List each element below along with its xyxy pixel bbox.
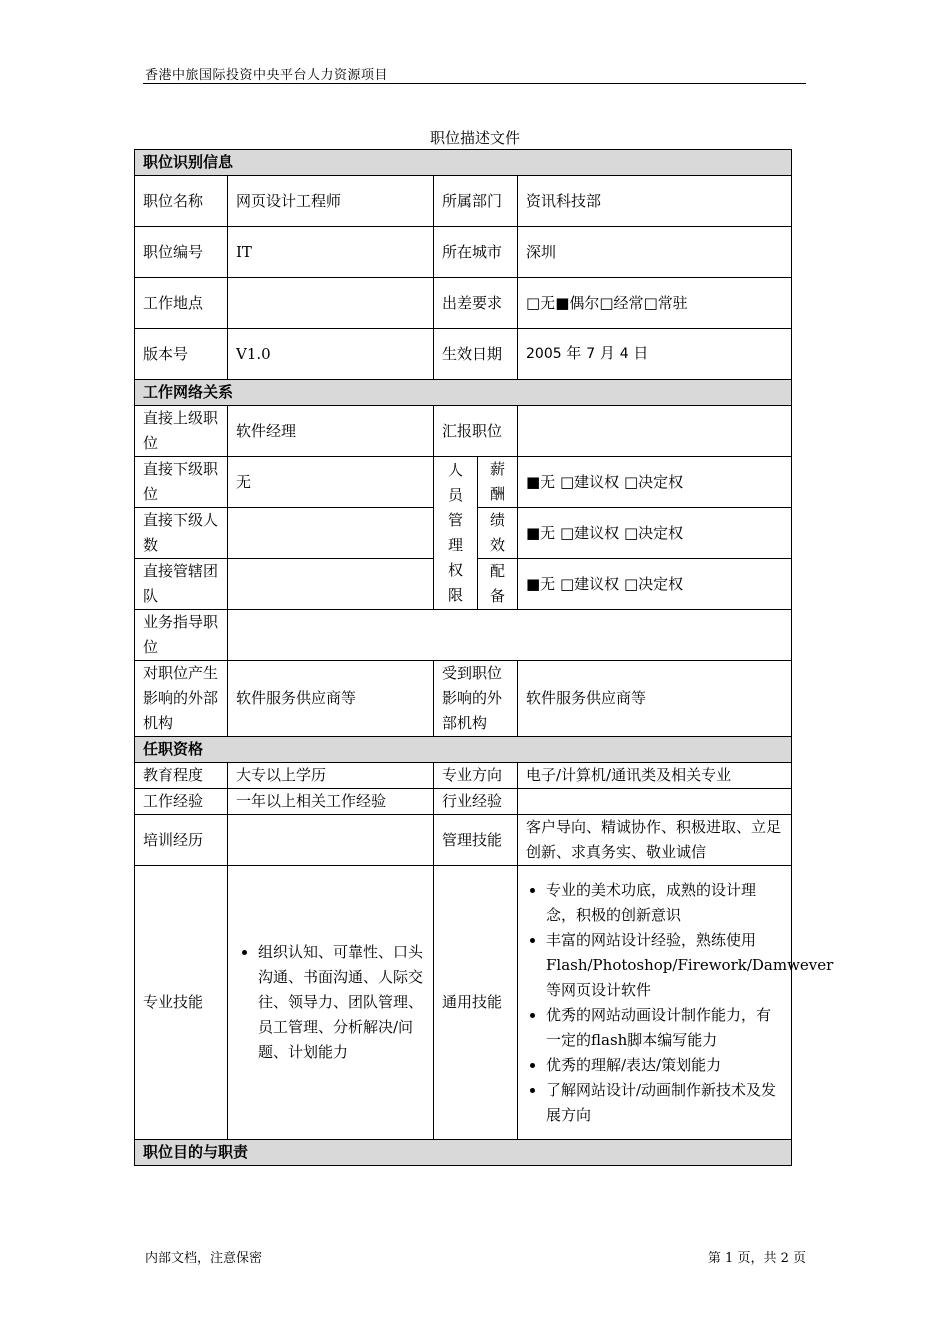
travel-option-occasional: ■偶尔 [555, 293, 600, 312]
effective-date-day: 4 [619, 346, 629, 362]
management-label: 管理技能 [434, 815, 518, 866]
general-value [518, 866, 834, 1140]
position-code-label: 职位编号 [135, 227, 228, 278]
authority-staffing-none: ■无 [526, 574, 556, 593]
training-label: 培训经历 [135, 815, 228, 866]
subordinate-label: 直接下级职位 [135, 457, 228, 508]
authority-salary-label [478, 457, 518, 508]
authority-salary-decide: □决定权 [623, 472, 684, 491]
list-item: • 了解网站设计/动画制作新技术及发展方向 [546, 1078, 785, 1128]
authority-performance-options [518, 508, 792, 559]
subordinate-value: 无 [228, 457, 434, 508]
education-label: 教育程度 [135, 763, 228, 789]
department-label: 所属部门 [434, 176, 518, 227]
travel-options [518, 278, 792, 329]
effective-date-value [518, 329, 792, 380]
authority-staffing-char-1: 配 [489, 562, 505, 580]
authority-salary-none: ■无 [526, 472, 556, 491]
authority-performance-suggest: □建议权 [559, 523, 620, 542]
travel-option-resident: □常驻 [643, 293, 688, 312]
education-value: 大专以上学历 [228, 763, 434, 789]
version-value: V1.0 [228, 329, 434, 380]
footer-confidential: 内部文档，注意保密 [145, 1251, 263, 1266]
authority-staffing-decide: □决定权 [623, 574, 684, 593]
major-label: 专业方向 [434, 763, 518, 789]
hr-authority-char-3: 管 [447, 511, 463, 529]
authority-staffing-options [518, 559, 792, 610]
city-value: 深圳 [518, 227, 792, 278]
training-value [228, 815, 434, 866]
authority-performance-none: ■无 [526, 523, 556, 542]
list-item: • 优秀的理解/表达/策划能力 [546, 1053, 785, 1078]
section-qualification: 任职资格 [135, 737, 792, 763]
section-network: 工作网络关系 [135, 380, 792, 406]
authority-performance-decide: □决定权 [623, 523, 684, 542]
version-label: 版本号 [135, 329, 228, 380]
experience-value: 一年以上相关工作经验 [228, 789, 434, 815]
hr-authority-char-5: 权 [447, 561, 463, 579]
effective-date-month: 7 [586, 346, 596, 362]
hr-authority-char-6: 限 [447, 586, 463, 604]
authority-salary-options [518, 457, 792, 508]
team-label: 直接管辖团队 [135, 559, 228, 610]
effective-date-year-unit: 年 [566, 344, 582, 362]
department-value: 资讯科技部 [518, 176, 792, 227]
travel-option-none: □无 [526, 293, 556, 312]
position-name-label: 职位名称 [135, 176, 228, 227]
external-affect-label: 对职位产生影响的外部机构 [135, 661, 228, 737]
header-divider [143, 83, 806, 84]
professional-label: 专业技能 [135, 866, 228, 1140]
city-label: 所在城市 [434, 227, 518, 278]
experience-label: 工作经验 [135, 789, 228, 815]
footer-page-info: 第 1 页，共 2 页 [707, 1251, 806, 1266]
external-affect-value: 软件服务供应商等 [228, 661, 434, 737]
list-item: • 优秀的网站动画设计制作能力，有一定的flash脚本编写能力 [546, 1003, 785, 1053]
business-guide-label: 业务指导职位 [135, 610, 228, 661]
authority-staffing-char-2: 备 [489, 587, 505, 605]
header-project-name: 香港中旅国际投资中央平台人力资源项目 [145, 68, 389, 83]
section-purpose: 职位目的与职责 [135, 1140, 792, 1166]
authority-staffing-label [478, 559, 518, 610]
position-code-value: IT [228, 227, 434, 278]
affected-by-value: 软件服务供应商等 [518, 661, 792, 737]
authority-performance-char-1: 绩 [489, 511, 505, 529]
travel-label: 出差要求 [434, 278, 518, 329]
hr-authority-char-2: 员 [447, 486, 463, 504]
professional-value [228, 866, 434, 1140]
report-value [518, 406, 792, 457]
authority-staffing-suggest: □建议权 [559, 574, 620, 593]
superior-value: 软件经理 [228, 406, 434, 457]
list-item: • 丰富的网站设计经验，熟练使用Flash/Photoshop/Firework/Damwever等网页设计软件 [546, 928, 785, 1003]
general-label: 通用技能 [434, 866, 518, 1140]
authority-performance-label [478, 508, 518, 559]
report-label: 汇报职位 [434, 406, 518, 457]
travel-option-often: □经常 [599, 293, 644, 312]
authority-salary-char-2: 酬 [489, 485, 505, 503]
industry-value [518, 789, 792, 815]
management-value: 客户导向、精诚协作、积极进取、立足创新、求真务实、敬业诚信 [518, 815, 792, 866]
hr-authority-char-4: 理 [447, 536, 463, 554]
team-value [228, 559, 434, 610]
sub-count-value [228, 508, 434, 559]
effective-date-month-unit: 月 [599, 344, 615, 362]
sub-count-label: 直接下级人数 [135, 508, 228, 559]
hr-authority-char-1: 人 [447, 461, 463, 479]
position-name-value: 网页设计工程师 [228, 176, 434, 227]
list-item: • 专业的美术功底，成熟的设计理念，积极的创新意识 [546, 878, 785, 928]
hr-authority-label [434, 457, 478, 610]
professional-skills-list [236, 940, 425, 1065]
affected-by-label: 受到职位影响的外部机构 [434, 661, 518, 737]
authority-performance-char-2: 效 [489, 536, 505, 554]
authority-salary-char-1: 薪 [489, 460, 505, 478]
industry-label: 行业经验 [434, 789, 518, 815]
list-item: • 组织认知、可靠性、口头沟通、书面沟通、人际交往、领导力、团队管理、员工管理、分析解决/问题、计划能力 [258, 940, 425, 1065]
document-title: 职位描述文件 [429, 129, 520, 147]
major-value: 电子/计算机/通讯类及相关专业 [518, 763, 792, 789]
effective-date-day-unit: 日 [633, 344, 649, 362]
effective-date-label: 生效日期 [434, 329, 518, 380]
job-description-table [134, 149, 834, 1166]
business-guide-value [228, 610, 792, 661]
work-location-label: 工作地点 [135, 278, 228, 329]
general-skills-list [524, 878, 834, 1128]
effective-date-year: 2005 [526, 346, 562, 362]
superior-label: 直接上级职位 [135, 406, 228, 457]
authority-salary-suggest: □建议权 [559, 472, 620, 491]
section-identification: 职位识别信息 [135, 150, 792, 176]
work-location-value [228, 278, 434, 329]
